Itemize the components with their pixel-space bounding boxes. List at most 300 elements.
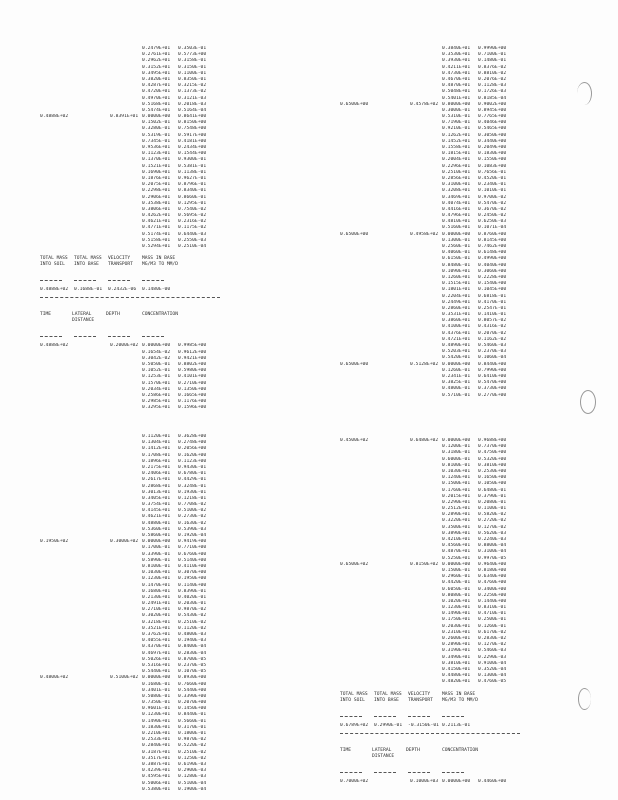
- table-cell: 0.2030E-01: [178, 601, 207, 607]
- table-cell: 0.3000E+02: [110, 539, 139, 545]
- table-cell: 0.1502E-01: [142, 120, 171, 126]
- table-cell: 0.1200E-01: [442, 444, 471, 450]
- section-divider: [40, 297, 220, 298]
- table-cell: 0.2586E+01: [142, 392, 171, 398]
- column-header: INTO BASE: [374, 697, 399, 703]
- column-header: INTO SOIL: [40, 262, 65, 268]
- table-cell: 0.5360E+01: [142, 526, 171, 532]
- table-cell: 0.2290E+01: [442, 499, 471, 505]
- table-cell: 0.1490E+01: [142, 718, 171, 724]
- table-cell: 0.6190E-03: [178, 761, 207, 767]
- table-cell: 0.6500E+00: [340, 101, 369, 107]
- table-cell: 0.2434E+00: [178, 145, 207, 150]
- table-cell: 0.1950E+02: [40, 539, 69, 545]
- table-cell: 0.2056E+00: [178, 446, 207, 452]
- table-cell: 0.1490E+01: [442, 611, 471, 617]
- table-cell: 0.9421E+00: [178, 355, 207, 361]
- table-cell: 0.2070E-02: [478, 330, 507, 336]
- table-cell: 0.6000E-01: [442, 456, 471, 462]
- table-cell: 0.2018E-03: [178, 101, 207, 107]
- table-cell: 0.1654E-02: [142, 349, 171, 355]
- table-cell: 0.2510E-02: [178, 619, 207, 625]
- table-cell: 0.3295E+01: [142, 405, 171, 411]
- table-cell: 0.3820E+01: [142, 76, 171, 82]
- table-cell: 0.6440E-03: [178, 231, 207, 237]
- column-header: TOTAL MASS: [74, 256, 102, 262]
- table-cell: 0.9700E-02: [478, 194, 507, 200]
- table-cell: 0.8440E+00: [478, 361, 507, 367]
- table-cell: 0.8057E-02: [478, 318, 507, 324]
- table-cell: 0.4020E-01: [178, 594, 207, 600]
- table-cell: 0.8310E-01: [478, 605, 507, 611]
- table-cell: 0.3469E+01: [442, 194, 471, 200]
- table-cell: 0.4750E+00: [478, 450, 507, 456]
- table-cell: 0.1450E+00: [178, 706, 207, 712]
- column-header: INTO SOIL: [340, 697, 365, 703]
- table-cell: 0.5460E-03: [478, 343, 507, 348]
- table-cell: 0.4720E+01: [142, 89, 171, 95]
- table-cell: 0.2000E+02: [110, 343, 139, 349]
- column-header: CONCENTRATION: [142, 312, 178, 318]
- column-header: DEPTH: [106, 312, 120, 318]
- table-cell: 0.8641E+00: [178, 114, 207, 120]
- table-cell: 0.0000E+00: [442, 778, 471, 784]
- column-header: LATERAL: [372, 747, 392, 753]
- table-cell: 0.3490E+01: [442, 654, 471, 660]
- table-cell: 0.7100E-01: [478, 52, 507, 58]
- table-cell: 0.2617E+01: [142, 477, 171, 483]
- column-header: DEPTH: [406, 747, 420, 753]
- summary-value: 0.4888E+02: [40, 287, 69, 293]
- table-cell: 0.4211E+01: [442, 64, 471, 70]
- table-cell: 0.1010E-01: [478, 188, 507, 194]
- table-cell: 0.2076E-02: [478, 76, 507, 82]
- table-cell: 0.1544E+00: [178, 151, 207, 157]
- column-header: CONCENTRATION: [442, 747, 478, 753]
- table-cell: 0.2770E+00: [478, 392, 507, 398]
- table-cell: 0.1760E+01: [442, 487, 471, 493]
- table-cell: 0.8796E-01: [178, 182, 207, 188]
- table-cell: 0.5026E+01: [142, 656, 171, 662]
- table-cell: 0.1070E-05: [178, 669, 207, 675]
- table-cell: 0.6150E-01: [442, 256, 471, 262]
- table-cell: 0.2034E+01: [142, 386, 171, 392]
- table-cell: 0.1500E-01: [442, 567, 471, 573]
- table-cell: 0.3405E+01: [142, 495, 171, 501]
- table-cell: 0.5710E-01: [442, 392, 471, 398]
- table-cell: 0.1830E+00: [478, 151, 507, 157]
- table-cell: 0.2840E+01: [142, 743, 171, 749]
- dashed-underline: [142, 280, 164, 281]
- table-cell: 0.5128E+02: [410, 361, 439, 367]
- table-cell: 0.2075E+01: [142, 182, 171, 188]
- table-cell: 0.8930E+00: [178, 675, 207, 681]
- table-cell: 0.2228E+00: [478, 274, 507, 280]
- table-cell: 0.3530E+01: [442, 52, 471, 58]
- table-cell: 0.9601E-01: [142, 706, 171, 712]
- header-underline: [340, 760, 580, 779]
- column-header: INTO BASE: [74, 262, 99, 268]
- table-cell: 0.5080E-01: [142, 693, 171, 699]
- table-cell: 0.9210E-01: [442, 126, 471, 132]
- table-cell: 0.1128E-03: [478, 83, 507, 89]
- table-cell: 0.4316E-02: [478, 324, 507, 330]
- table-cell: 0.6760E+00: [178, 551, 207, 557]
- table-cell: 0.5474E+01: [142, 107, 171, 113]
- column-header: TRANSPORT: [408, 697, 433, 703]
- table-cell: 0.0000E+00: [142, 675, 171, 681]
- table-cell: 0.5430E-02: [178, 613, 207, 619]
- table-cell: 0.1262E+01: [442, 132, 471, 138]
- dashed-underline: [40, 336, 62, 337]
- table-cell: 0.1801E+01: [442, 287, 471, 293]
- table-cell: 0.8150E+00: [178, 120, 207, 126]
- table-cell: 0.2962E+01: [142, 58, 171, 64]
- table-cell: 0.1440E+00: [478, 598, 507, 604]
- table-cell: 0.4880E+01: [142, 520, 171, 526]
- table-cell: 0.5660E-01: [178, 718, 207, 724]
- table-cell: 0.2856E+01: [442, 175, 471, 181]
- bottom-left-listing: [40, 434, 280, 793]
- punch-hole-mark: [578, 688, 591, 710]
- table-cell: 0.5294E+01: [142, 244, 171, 249]
- table-cell: 0.5250E+01: [442, 555, 471, 561]
- table-cell: 0.7765E+00: [478, 114, 507, 120]
- table-cell: 0.2341E-01: [442, 373, 471, 379]
- column-header: TOTAL MASS: [374, 691, 402, 697]
- table-cell: 0.9536E+01: [142, 145, 171, 150]
- table-row: [40, 405, 280, 411]
- table-cell: 0.6480E+02: [410, 438, 439, 443]
- table-cell: 0.4890E+01: [442, 343, 471, 348]
- table-cell: 0.3521E+01: [142, 625, 171, 631]
- table-cell: 0.2491E+01: [142, 601, 171, 607]
- table-cell: 0.2560E-01: [442, 244, 471, 249]
- table-cell: 0.4262E+01: [142, 213, 171, 219]
- dashed-underline: [74, 280, 96, 281]
- table-cell: 0.1250E-02: [178, 755, 207, 761]
- table-cell: 0.5980E+00: [178, 368, 207, 374]
- table-cell: 0.1412E+01: [142, 446, 171, 452]
- table-cell: 0.8390E-01: [178, 588, 207, 594]
- table-cell: 0.5917E+00: [178, 132, 207, 138]
- summary-value: 0.2990E-01: [374, 722, 403, 728]
- table-cell: 0.8660E-01: [178, 194, 207, 200]
- table-cell: 0.1304E+01: [142, 440, 171, 446]
- table-cell: 0.4621E+01: [142, 219, 171, 225]
- table-cell: 0.1630E-02: [178, 520, 207, 526]
- table-cell: 0.1515E+01: [442, 281, 471, 287]
- dashed-underline: [442, 772, 464, 773]
- table-cell: 0.3060E+00: [478, 268, 507, 274]
- table-cell: 0.0000E+00: [442, 561, 471, 567]
- table-cell: 0.1230E+01: [142, 712, 171, 718]
- table-cell: 0.1100E-01: [178, 70, 207, 76]
- table-cell: 0.9300E-01: [178, 157, 207, 163]
- table-cell: 0.8100E-01: [442, 462, 471, 468]
- table-cell: 0.5620E-03: [478, 530, 507, 536]
- table-cell: 0.2316E-02: [178, 219, 207, 225]
- table-cell: 0.3440E+00: [478, 138, 507, 144]
- table-cell: 0.1452E+01: [442, 138, 471, 144]
- table-cell: 0.9985E+00: [178, 343, 207, 349]
- table-cell: 0.2240E-03: [478, 537, 507, 542]
- table-cell: 0.2080E-01: [478, 499, 507, 505]
- table-cell: 0.1020E+01: [442, 598, 471, 604]
- table-cell: 0.2479E+01: [142, 46, 171, 51]
- column-header-row: [340, 748, 580, 760]
- table-cell: 0.3215E-02: [178, 83, 207, 89]
- table-cell: 0.3810E+00: [478, 462, 507, 468]
- table-cell: 0.2600E+01: [442, 636, 471, 641]
- table-cell: 0.4721E+01: [442, 336, 471, 342]
- table-cell: 0.1050E+00: [478, 481, 507, 487]
- table-cell: 0.3013E+01: [142, 489, 171, 495]
- table-cell: 0.5470E-02: [478, 200, 507, 206]
- table-cell: 0.5174E+01: [142, 231, 171, 237]
- table-cell: 0.4760E-05: [478, 679, 507, 685]
- summary-value: -0.3150E-01: [408, 722, 439, 728]
- table-cell: 0.5820E-02: [478, 512, 507, 518]
- table-cell: 0.1815E+01: [442, 151, 471, 157]
- table-cell: 0.6500E+02: [340, 561, 369, 567]
- table-cell: 0.3890E+01: [442, 530, 471, 536]
- column-header-row: [40, 312, 280, 324]
- table-cell: 0.2900E-03: [178, 768, 207, 774]
- table-cell: 0.1920E-04: [178, 533, 207, 538]
- table-cell: 0.3825E-01: [442, 380, 471, 386]
- top-right-listing: [340, 46, 580, 399]
- column-header: TRANSPORT: [108, 262, 133, 268]
- profile-header: [40, 312, 280, 343]
- table-cell: 0.0000E+00: [142, 114, 171, 120]
- dashed-underline: [74, 336, 96, 337]
- column-header: LATERAL: [72, 312, 92, 318]
- table-cell: 0.2004E+01: [442, 157, 471, 163]
- table-cell: 0.8700E-05: [178, 656, 207, 662]
- table-cell: 0.3208E+01: [442, 188, 471, 194]
- table-cell: 0.7350E-01: [142, 700, 171, 706]
- table-cell: 0.5470E+00: [478, 380, 507, 386]
- table-cell: 0.5381E-01: [178, 163, 207, 169]
- table-cell: 0.5140E+00: [178, 557, 207, 563]
- table-cell: 0.1162E-02: [478, 336, 507, 342]
- table-cell: 0.4239E+01: [142, 768, 171, 774]
- table-cell: 0.3042E-02: [142, 355, 171, 361]
- table-cell: 0.8800E-04: [478, 543, 507, 549]
- table-cell: 0.8760E+00: [478, 231, 507, 237]
- table-cell: 0.4760E+00: [478, 580, 507, 586]
- table-cell: 0.2250E+00: [478, 592, 507, 598]
- table-cell: 0.3401E-01: [142, 687, 171, 693]
- table-cell: 0.3000E-01: [442, 107, 471, 113]
- table-cell: 0.6170E-02: [478, 629, 507, 635]
- header-underline: [340, 704, 580, 723]
- dashed-underline: [142, 336, 164, 337]
- table-cell: 0.2449E+01: [442, 299, 471, 305]
- table-cell: 0.1240E+01: [442, 475, 471, 481]
- table-cell: 0.1410E-01: [478, 312, 507, 318]
- table-cell: 0.9990E+00: [478, 46, 507, 51]
- table-cell: 0.4046E+00: [478, 120, 507, 126]
- column-header: VELOCITY: [408, 691, 431, 697]
- table-cell: 0.8480E-01: [442, 262, 471, 268]
- table-cell: 0.1940E-03: [178, 638, 207, 644]
- table-cell: 0.7462E+00: [478, 244, 507, 249]
- table-cell: 0.3538E+01: [142, 200, 171, 206]
- table-cell: 0.2406E+01: [142, 471, 171, 477]
- table-cell: 0.4460E+00: [478, 778, 507, 784]
- table-cell: 0.0000E+00: [142, 539, 171, 545]
- table-row: [40, 787, 280, 793]
- table-cell: 0.2296E+01: [442, 163, 471, 169]
- table-cell: 0.4101E+00: [178, 374, 207, 380]
- table-cell: 0.2761E+01: [142, 52, 171, 58]
- table-cell: 0.4170E-01: [478, 299, 507, 305]
- table-cell: 0.1650E+00: [478, 475, 507, 481]
- table-cell: 0.4145E+01: [142, 508, 171, 514]
- table-cell: 0.2210E+01: [142, 731, 171, 736]
- table-cell: 0.1138E-01: [178, 169, 207, 175]
- table-cell: 0.5460E-03: [478, 648, 507, 654]
- table-cell: 0.5890E-01: [142, 557, 171, 563]
- summary-value: 0.1480E-00: [142, 287, 171, 293]
- top-left-listing: [40, 46, 280, 411]
- table-cell: 0.1230E+01: [442, 605, 471, 611]
- table-cell: 0.1370E+01: [142, 157, 171, 163]
- dashed-underline: [408, 716, 430, 717]
- dashed-underline: [108, 336, 130, 337]
- dashed-underline: [108, 280, 130, 281]
- table-cell: 0.8340E-01: [178, 188, 207, 194]
- table-cell: 0.8000E+00: [442, 101, 471, 107]
- table-cell: 0.5316E+01: [142, 662, 171, 668]
- table-cell: 0.3730E+00: [478, 386, 507, 392]
- table-cell: 0.7190E-01: [442, 120, 471, 126]
- table-cell: 0.2450E-02: [478, 213, 507, 219]
- table-cell: 0.4181E+00: [178, 138, 207, 144]
- punch-hole-mark: [580, 390, 596, 414]
- table-cell: 0.5401E+01: [442, 95, 471, 101]
- table-cell: 0.4420E-01: [442, 580, 471, 586]
- table-cell: 0.5695E-02: [178, 213, 207, 219]
- table-cell: 0.4376E+01: [442, 330, 471, 336]
- table-cell: 0.3887E+01: [142, 761, 171, 767]
- table-cell: 0.2370E-05: [178, 662, 207, 668]
- table-cell: 0.1896E+01: [142, 458, 171, 464]
- table-cell: 0.9612E+00: [178, 349, 207, 355]
- table-cell: 0.4800E-01: [442, 386, 471, 392]
- table-cell: 0.4670E+01: [442, 76, 471, 82]
- table-cell: 0.1280E-03: [178, 774, 207, 780]
- table-cell: 0.4710E-01: [478, 611, 507, 617]
- table-cell: 0.2710E+00: [178, 380, 207, 386]
- table-cell: 0.0000E+00: [442, 231, 471, 237]
- table-cell: 0.2500E-01: [478, 617, 507, 623]
- table-cell: 0.1300E-01: [442, 237, 471, 243]
- column-header: DISTANCE: [372, 753, 395, 759]
- table-cell: 0.3158E-01: [178, 58, 207, 64]
- table-cell: 0.8376E-02: [478, 64, 507, 70]
- table-cell: 0.3390E+00: [178, 693, 207, 699]
- table-cell: 0.4810E+01: [442, 219, 471, 225]
- table-cell: 0.2985E+01: [142, 399, 171, 405]
- table-cell: 0.2175E+01: [142, 464, 171, 470]
- table-cell: 0.3070E+00: [178, 570, 207, 576]
- table-cell: 0.5440E+01: [142, 669, 171, 675]
- table-cell: 0.3220E+01: [442, 518, 471, 524]
- table-cell: 0.9640E+00: [478, 561, 507, 567]
- table-cell: 0.4621E+01: [142, 514, 171, 520]
- table-cell: 0.9870E-02: [178, 607, 207, 613]
- table-cell: 0.4800E+02: [40, 675, 69, 681]
- table-cell: 0.3218E+01: [142, 619, 171, 625]
- table-cell: 0.1253E-01: [142, 374, 171, 380]
- table-cell: 0.5050E-01: [142, 361, 171, 367]
- table-cell: 0.2370E-03: [478, 349, 507, 355]
- column-header: TOTAL MASS: [340, 691, 368, 697]
- table-cell: 0.3170E-01: [178, 724, 207, 730]
- table-cell: 0.6780E-01: [178, 471, 207, 477]
- table-cell: 0.1830E+01: [142, 724, 171, 730]
- table-cell: 0.3100E-04: [478, 549, 507, 555]
- table-cell: 0.5100E-04: [178, 780, 207, 786]
- table-cell: 0.4100E+01: [442, 324, 471, 330]
- table-cell: 0.8185E-04: [478, 95, 507, 101]
- table-cell: 0.8391E+01: [110, 114, 139, 120]
- table-cell: 0.1930E-01: [178, 489, 207, 495]
- table-cell: 0.1175E-02: [178, 225, 207, 231]
- table-cell: 0.7345E-01: [142, 138, 171, 144]
- table-cell: 0.1300E-04: [478, 673, 507, 679]
- table-cell: 0.3280E-01: [142, 126, 171, 132]
- table-cell: 0.3495E+01: [142, 70, 171, 76]
- table-cell: 0.4888E+02: [40, 343, 69, 349]
- column-header: TOTAL MASS: [40, 256, 68, 262]
- column-header: MASS IN BASE: [442, 691, 476, 697]
- table-cell: 0.1550E+00: [478, 157, 507, 163]
- punch-hole-mark: [577, 82, 592, 105]
- dashed-underline: [340, 716, 362, 717]
- table-cell: 0.1120E+01: [142, 434, 171, 439]
- table-cell: 0.8810E-02: [478, 70, 507, 76]
- table-cell: 0.5773E+00: [178, 52, 207, 58]
- table-cell: 0.3840E+01: [442, 46, 471, 51]
- dashed-underline: [374, 772, 396, 773]
- summary-values-row: [340, 723, 580, 729]
- table-cell: 0.8945E+00: [478, 107, 507, 113]
- table-cell: 0.5100E+02: [110, 675, 139, 681]
- table-cell: 0.7548E+00: [178, 126, 207, 132]
- table-cell: 0.3520E-04: [478, 666, 507, 672]
- table-cell: 0.1620E+00: [178, 452, 207, 458]
- table-cell: 0.4500E+02: [340, 438, 369, 443]
- table-cell: 0.9870E-02: [178, 737, 207, 743]
- table-cell: 0.1000E+03: [410, 778, 439, 784]
- table-cell: 0.7000E+02: [340, 778, 369, 784]
- dashed-underline: [40, 280, 62, 281]
- table-cell: 0.8080E-01: [442, 592, 471, 598]
- bottom-right-listing: [340, 438, 580, 785]
- table-cell: 0.3180E-01: [442, 450, 471, 456]
- table-cell: 0.1480E-01: [478, 58, 507, 64]
- summary-value: 0.1688E-01: [74, 287, 103, 293]
- table-cell: 0.2547E-01: [478, 305, 507, 311]
- table-cell: 0.1030E+01: [142, 570, 171, 576]
- table-cell: 0.6148E+00: [478, 250, 507, 256]
- table-cell: 0.9419E+00: [178, 539, 207, 545]
- table-cell: 0.6340E+00: [478, 574, 507, 580]
